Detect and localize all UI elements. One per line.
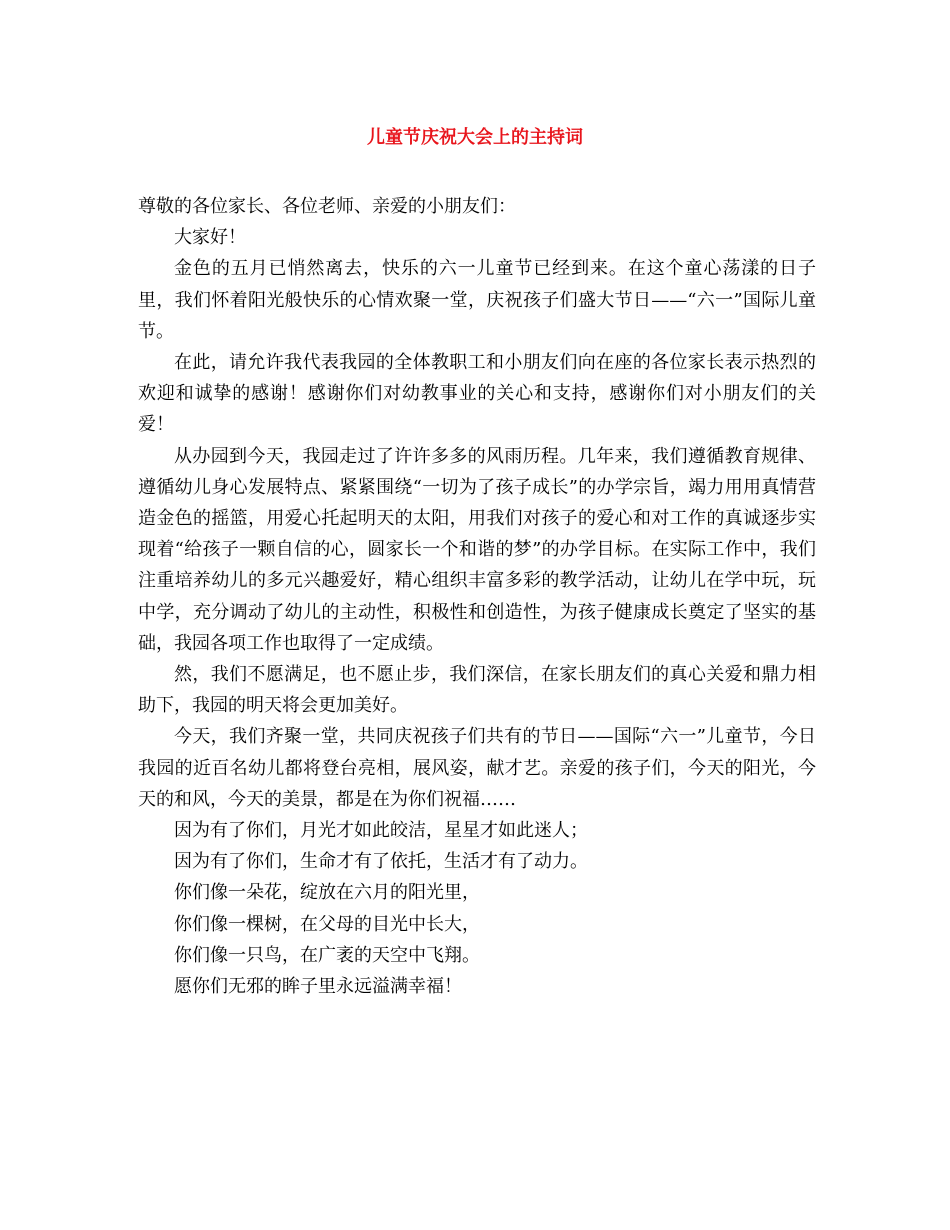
- greeting-paragraph: 大家好！: [174, 227, 246, 249]
- salutation-paragraph: 尊敬的各位家长、各位老师、亲爱的小朋友们：: [138, 196, 516, 217]
- body-paragraph: 从办园到今天，我园走过了许许多多的风雨历程。几年来，我们遵循教育规律、遵循幼儿身心发展特点、紧紧围绕“一切为了孩子成长”的办学宗旨，竭力用用真情营造金色的摇篮，用爱心托起明天的太阳，用我们对孩子的爱心和对工作的真诚逐步实现着“给孩子一颗自信的心，圆家长一个和谐的梦”的办学目标。在实际工作中，我们注重培养幼儿的多元兴趣爱好，精心组织丰富多彩的教学活动，让幼儿在学中玩，玩中学，充分调动了幼儿的主动性，积极性和创造性，为孩子健康成长奠定了坚实的基础，我园各项工作也取得了一定成绩。: [138, 445, 816, 654]
- verse-line: 因为有了你们，月光才如此皎洁，星星才如此迷人；: [174, 820, 588, 842]
- body-paragraph: 金色的五月已悄然离去，快乐的六一儿童节已经到来。在这个童心荡漾的日子里，我们怀着阳光般快乐的心情欢聚一堂，庆祝孩子们盛大节日——“六一”国际儿童节。: [138, 258, 816, 342]
- verse-line: 你们像一棵树，在父母的目光中长大，: [174, 913, 480, 935]
- body-paragraph: 今天，我们齐聚一堂，共同庆祝孩子们共有的节日——国际“六一”儿童节，今日我园的近百名幼儿都将登台亮相，展风姿，献才艺。亲爱的孩子们，今天的阳光，今天的和风，今天的美景，都是在为你们祝福……: [138, 726, 816, 810]
- closing-line: 愿你们无邪的眸子里永远溢满幸福！: [174, 976, 462, 998]
- verse-line: 你们像一朵花，绽放在六月的阳光里，: [174, 882, 480, 904]
- body-paragraph: 然，我们不愿满足，也不愿止步，我们深信，在家长朋友们的真心关爱和鼎力相助下，我园的明天将会更加美好。: [138, 664, 816, 717]
- body-paragraph: 在此，请允许我代表我园的全体教职工和小朋友们向在座的各位家长表示热烈的欢迎和诚挚的感谢！感谢你们对幼教事业的关心和支持，感谢你们对小朋友们的关爱！: [138, 352, 816, 436]
- verse-line: 你们像一只鸟，在广袤的天空中飞翔。: [174, 944, 480, 966]
- document-body: [138, 191, 816, 1002]
- verse-line: 因为有了你们，生命才有了依托，生活才有了动力。: [174, 851, 588, 873]
- document-title: 儿童节庆祝大会上的主持词: [367, 127, 583, 148]
